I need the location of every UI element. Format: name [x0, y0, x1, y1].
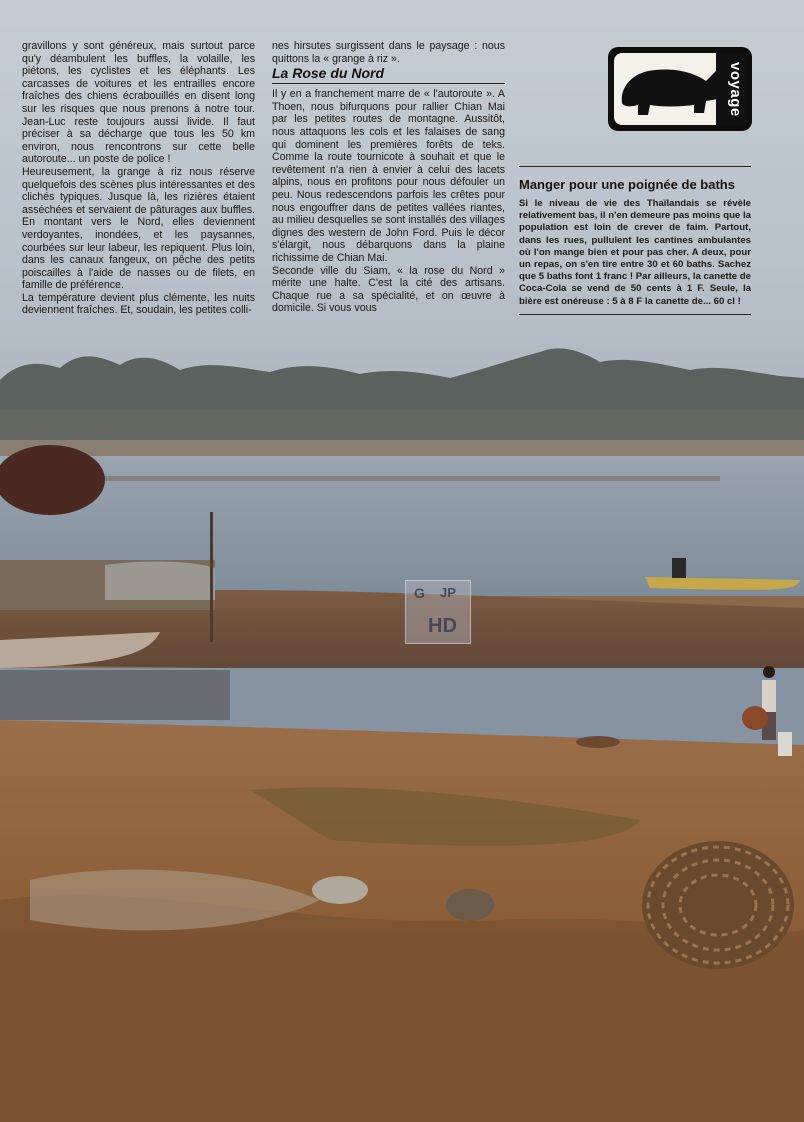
column2-paragraph-2: Seconde ville du Siam, « la rose du Nord » mérite une halte. C'est la cité des artisans. Chaque rue a sa spécialité, et on œuvre à domicile. Si vous vous: [272, 264, 505, 315]
watermark-letter-3: HD: [428, 615, 457, 637]
watermark-letter-1: G: [414, 585, 425, 601]
column1-paragraph-2: Heureusement, la grange à riz nous réserve quelquefois des scènes plus intéressantes et des clichés typiques. Jusque là, les rizières étaient asséchées et servaient de pâturages aux buffles. En montant vers le Nord, elles deviennent verdoyantes, inondées, et les paysannes, courbées sur leur labeur, les repiquent. Plus loin, dans les canaux fangeux, on pêche des petits poiscailles à l'aide de nasses ou de filets, en famille de préférence.: [22, 165, 255, 292]
article-column-2: [272, 40, 505, 315]
article-column-1: [22, 40, 255, 317]
sidebar-text: Si le niveau de vie des Thaïlandais se révèle relativement bas, il n'en demeure pas moins que la population est loin de crever de faim. Partout, dans les rues, pullulent les cantines ambulantes où l'on mange bien et pour pas cher. A deux, pour un repas, on s'en tire entre 30 et 60 baths. Sachez que 5 baths font 1 franc ! Par ailleurs, la canette de Coca-Cola se vend de 50 cents à 1 F. Seule, la bière est onéreuse : 5 à 8 F la canette de... 60 cl !: [519, 198, 751, 307]
column2-intro: nes hirsutes surgissent dans le paysage : nous quittons la « grange à riz ».: [272, 40, 505, 65]
column2-paragraph-1: Il y en a franchement marre de « l'autoroute ». A Thoen, nous bifurquons pour rallier Chian Mai par les petites routes de montagne. Aussitôt, nous attaquons les cols et les falaises de sang qui dominent les premières forêts de teks. Comme la route tournicote à souhait et que le revêtement n'a rien à envier à celui des lacets alpins, nous en profitons pour nous défouler un peu. Nous redescendons parfois les crêtes pour nous engouffrer dans de petites vallées riantes, au milieu desquelles se sont installés des villages dignes des western de John Ford. Puis le décor s'élargit, nous débarquons dans la plaine richissime de Chian Mai.: [272, 88, 505, 264]
section-title: La Rose du Nord: [272, 65, 505, 84]
sidebar-box: [519, 166, 751, 315]
column1-paragraph-3: La température devient plus clémente, les nuits deviennent fraîches. Et, soudain, les petites colli-: [22, 291, 255, 317]
watermark-letter-2: JP: [440, 585, 456, 600]
column1-paragraph-1: gravillons y sont généreux, mais surtout parce qu'y déambulent les buffles, la volaille, les piétons, les cyclistes et les éléphants. Les carcasses de voitures et les entrailles encore fraîches des chiens écrabouillés en disent long sur les risques que nous prenons à notre tour. Jean-Luc reste toujours aussi livide. Il faut préciser à sa décharge que tous les 50 km environ, nous rencontrons sur cette belle autoroute... un poste de police !: [22, 40, 255, 166]
voyage-logo: [608, 47, 752, 131]
sidebar-title: Manger pour une poignée de baths: [519, 177, 735, 192]
watermark-stamp: [405, 580, 471, 644]
logo-word: voyage: [727, 61, 744, 117]
